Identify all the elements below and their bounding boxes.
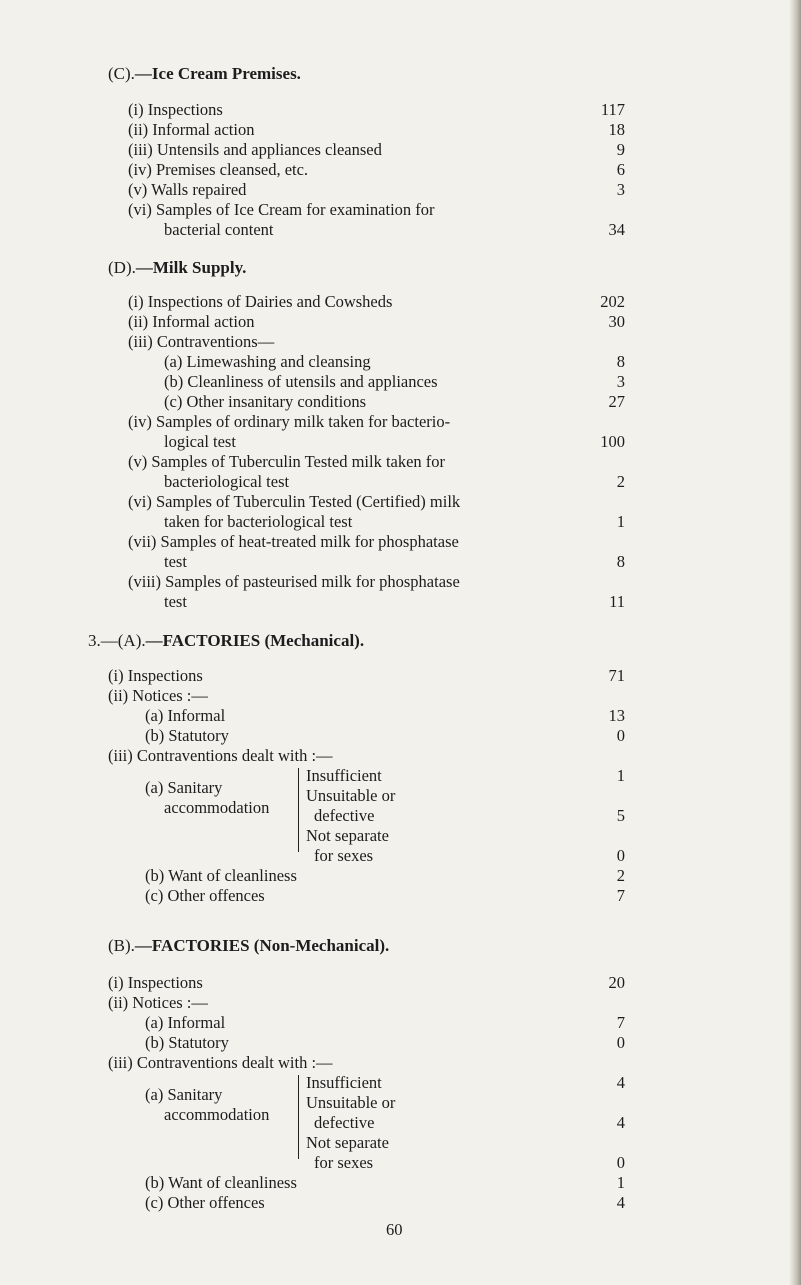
c-item-1-value: 117 xyxy=(600,100,625,119)
3b-defective-value: 4 xyxy=(616,1113,625,1132)
3a-insufficient-value: 1 xyxy=(616,766,625,785)
d-item-1-label: (i) Inspections of Dairies and Cowsheds xyxy=(128,292,393,311)
d-item-5-label-cont: bacteriological test xyxy=(164,472,290,491)
3a-other-label: (c) Other offences xyxy=(145,886,265,905)
d-item-3b-label: (b) Cleanliness of utensils and appliances xyxy=(164,372,438,391)
d-item-7-value: 8 xyxy=(616,552,625,571)
3b-contraventions-label: (iii) Contraventions dealt with :— xyxy=(108,1053,333,1072)
3b-for-sexes-value: 0 xyxy=(616,1153,625,1172)
c-item-4-value: 6 xyxy=(616,160,625,179)
3b-informal-label: (a) Informal xyxy=(145,1013,226,1032)
3b-sanitary-label: (a) Sanitary xyxy=(145,1085,223,1104)
3a-defective-value: 5 xyxy=(616,806,625,825)
section-3b-heading xyxy=(108,936,389,956)
3a-want-label: (b) Want of cleanliness xyxy=(145,866,297,885)
3a-inspections-value: 71 xyxy=(608,666,625,685)
c-item-5-value: 3 xyxy=(616,180,625,199)
d-item-4-label-cont: logical test xyxy=(164,432,236,451)
page-number: 60 xyxy=(386,1220,403,1239)
3a-notices-label: (ii) Notices :— xyxy=(108,686,208,705)
3a-defective-label: defective xyxy=(314,806,375,825)
d-item-6-label: (vi) Samples of Tuberculin Tested (Certified) milk xyxy=(128,492,461,511)
3a-informal-value: 13 xyxy=(608,706,625,725)
d-item-3a-label: (a) Limewashing and cleansing xyxy=(164,352,371,371)
d-item-7-label-cont: test xyxy=(164,552,187,571)
3b-not-separate-label: Not separate xyxy=(306,1133,389,1152)
3b-notices-label: (ii) Notices :— xyxy=(108,993,208,1012)
3b-accommodation-label: accommodation xyxy=(164,1105,270,1124)
3a-not-separate-label: Not separate xyxy=(306,826,389,845)
3a-insufficient-label: Insufficient xyxy=(306,766,382,785)
d-item-3a-value: 8 xyxy=(616,352,625,371)
d-item-3c-label: (c) Other insanitary conditions xyxy=(164,392,367,411)
3b-want-value: 1 xyxy=(616,1173,625,1192)
d-item-4-value: 100 xyxy=(600,432,625,451)
3a-unsuitable-label: Unsuitable or xyxy=(306,786,396,805)
3b-inspections-value: 20 xyxy=(608,973,625,992)
3b-defective-label: defective xyxy=(314,1113,375,1132)
section-3b-title: —FACTORIES (Non-Mechanical). xyxy=(134,936,390,955)
d-item-4-label: (iv) Samples of ordinary milk taken for bacterio- xyxy=(128,412,451,431)
3b-inspections-label: (i) Inspections xyxy=(108,973,203,992)
3b-statutory-label: (b) Statutory xyxy=(145,1033,229,1052)
3b-unsuitable-label: Unsuitable or xyxy=(306,1093,396,1112)
page-edge-shadow xyxy=(789,0,801,1285)
3a-for-sexes-value: 0 xyxy=(616,846,625,865)
d-item-5-value: 2 xyxy=(616,472,625,491)
d-item-2-value: 30 xyxy=(608,312,625,331)
section-d-heading xyxy=(108,258,246,278)
3a-statutory-value: 0 xyxy=(616,726,625,745)
3b-brace xyxy=(298,1075,299,1159)
d-item-7-label: (vii) Samples of heat-treated milk for phosphatase xyxy=(128,532,459,551)
3a-want-value: 2 xyxy=(616,866,625,885)
3b-other-label: (c) Other offences xyxy=(145,1193,265,1212)
c-item-3-value: 9 xyxy=(616,140,625,159)
section-c-prefix: (C). xyxy=(108,64,135,83)
d-item-3c-value: 27 xyxy=(608,392,625,411)
3a-sanitary-label: (a) Sanitary xyxy=(145,778,223,797)
c-item-4-label: (iv) Premises cleansed, etc. xyxy=(128,160,309,179)
3b-statutory-value: 0 xyxy=(616,1033,625,1052)
3a-informal-label: (a) Informal xyxy=(145,706,226,725)
d-item-2-label: (ii) Informal action xyxy=(128,312,255,331)
section-c-title: —Ice Cream Premises. xyxy=(134,64,301,83)
d-item-8-label: (viii) Samples of pasteurised milk for phosphatase xyxy=(128,572,460,591)
c-item-2-value: 18 xyxy=(608,120,625,139)
3a-statutory-label: (b) Statutory xyxy=(145,726,229,745)
d-item-3-label: (iii) Contraventions— xyxy=(128,332,275,351)
section-3b-prefix: (B). xyxy=(108,936,135,955)
section-c-heading xyxy=(108,64,301,84)
d-item-1-value: 202 xyxy=(600,292,625,311)
d-item-8-value: 11 xyxy=(609,592,625,611)
d-item-5-label: (v) Samples of Tuberculin Tested milk taken for xyxy=(128,452,446,471)
c-item-6-value: 34 xyxy=(608,220,625,239)
d-item-6-label-cont: taken for bacteriological test xyxy=(164,512,353,531)
3b-for-sexes-label: for sexes xyxy=(314,1153,374,1172)
c-item-2-label: (ii) Informal action xyxy=(128,120,255,139)
3b-other-value: 4 xyxy=(616,1193,625,1212)
c-item-1-label: (i) Inspections xyxy=(128,100,223,119)
3b-insufficient-label: Insufficient xyxy=(306,1073,382,1092)
3b-want-label: (b) Want of cleanliness xyxy=(145,1173,297,1192)
c-item-3-label: (iii) Untensils and appliances cleansed xyxy=(128,140,382,159)
3a-for-sexes-label: for sexes xyxy=(314,846,374,865)
d-item-8-label-cont: test xyxy=(164,592,187,611)
3a-other-value: 7 xyxy=(616,886,625,905)
section-3a-heading xyxy=(88,631,364,651)
3a-accommodation-label: accommodation xyxy=(164,798,270,817)
c-item-5-label: (v) Walls repaired xyxy=(128,180,247,199)
section-d-title: —Milk Supply. xyxy=(135,258,247,277)
3b-insufficient-value: 4 xyxy=(616,1073,625,1092)
c-item-6-label: (vi) Samples of Ice Cream for examination for xyxy=(128,200,435,219)
3a-contraventions-label: (iii) Contraventions dealt with :— xyxy=(108,746,333,765)
3b-informal-value: 7 xyxy=(616,1013,625,1032)
d-item-3b-value: 3 xyxy=(616,372,625,391)
3a-inspections-label: (i) Inspections xyxy=(108,666,203,685)
section-3a-title: —FACTORIES (Mechanical). xyxy=(145,631,365,650)
section-d-prefix: (D). xyxy=(108,258,136,277)
section-3a-prefix: 3.—(A). xyxy=(88,631,146,650)
c-item-6-label-cont: bacterial content xyxy=(164,220,274,239)
d-item-6-value: 1 xyxy=(616,512,625,531)
3a-brace xyxy=(298,768,299,852)
